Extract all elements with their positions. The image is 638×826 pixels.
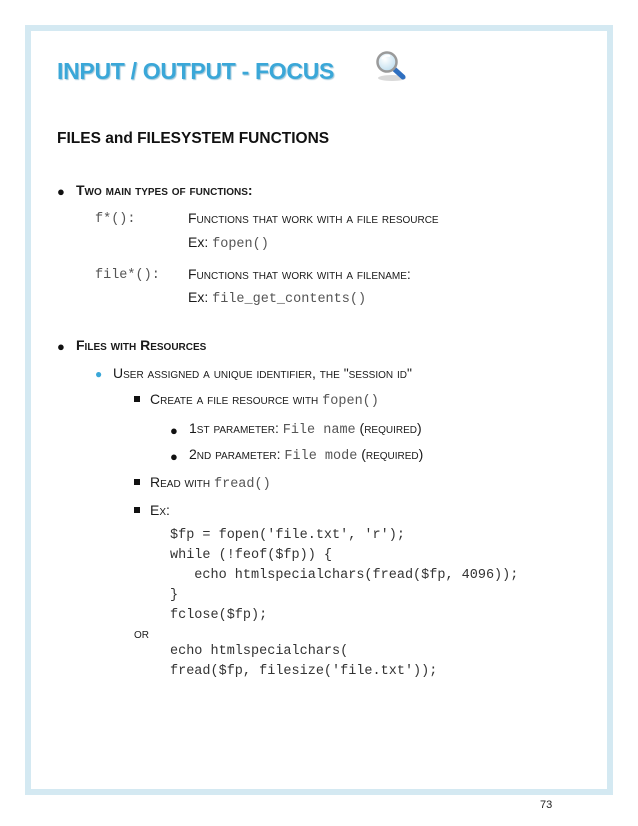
code-block-2	[170, 642, 437, 682]
section2-title: Files with Resources	[76, 337, 207, 353]
square-bullet-icon	[134, 507, 140, 513]
code-line: while (!feof($fp)) {	[170, 548, 333, 563]
square-bullet-icon	[134, 479, 140, 485]
section-subheading: FILES and FILESYSTEM FUNCTIONS	[57, 130, 330, 147]
code-line: }	[170, 588, 179, 603]
bullet-dot-icon: ●	[57, 339, 65, 354]
bullet-dot-icon: ●	[170, 449, 178, 464]
row2-ex-code: file_get_contents()	[212, 292, 367, 307]
param1-label: 1st parameter:	[189, 420, 279, 436]
magnifier-search-icon	[374, 50, 410, 82]
param1-code: File name	[282, 423, 356, 438]
ex-label: Ex:	[150, 502, 170, 518]
page-heading: INPUT / OUTPUT - FOCUS	[57, 58, 335, 84]
code-block-1	[170, 526, 518, 626]
row1-ex-code: fopen()	[212, 237, 269, 252]
section1-title: Two main types of functions:	[76, 182, 253, 198]
code-line: fread($fp, filesize('file.txt'));	[170, 664, 438, 679]
param1-note: (required)	[359, 420, 422, 436]
or-label: or	[134, 625, 149, 641]
create-text: Create a file resource with	[150, 391, 319, 407]
row2-code: file*():	[95, 268, 160, 283]
param1-line	[189, 420, 422, 438]
code-line: fclose($fp);	[170, 608, 268, 623]
bullet-dot-icon: ●	[170, 423, 178, 438]
code-line: $fp = fopen('file.txt', 'r');	[170, 528, 405, 543]
bullet-dot-icon: ●	[57, 184, 65, 199]
row2-desc: Functions that work with a filename:	[188, 266, 411, 282]
row1-example	[188, 234, 269, 252]
square-bullet-icon	[134, 396, 140, 402]
row2-ex-label: Ex:	[188, 289, 209, 305]
read-text: Read with	[150, 474, 211, 490]
param2-code: File mode	[284, 449, 358, 464]
bullet-blue-dot-icon: ●	[95, 367, 103, 381]
row1-code: f*():	[95, 212, 136, 227]
code-line: echo htmlspecialchars(	[170, 644, 349, 659]
param2-label: 2nd parameter:	[189, 446, 281, 462]
page-number: 73	[540, 799, 553, 811]
row1-ex-label: Ex:	[188, 234, 209, 250]
row1-desc: Functions that work with a file resource	[188, 210, 439, 226]
read-line	[150, 474, 271, 492]
param2-note: (required)	[361, 446, 424, 462]
create-code: fopen()	[322, 394, 379, 409]
level1-text: User assigned a unique identifier, the "session id"	[113, 365, 412, 381]
code-line: echo htmlspecialchars(fread($fp, 4096));	[170, 568, 519, 583]
read-code: fread()	[214, 477, 271, 492]
create-line	[150, 391, 379, 409]
param2-line	[189, 446, 423, 464]
row2-example	[188, 289, 366, 307]
